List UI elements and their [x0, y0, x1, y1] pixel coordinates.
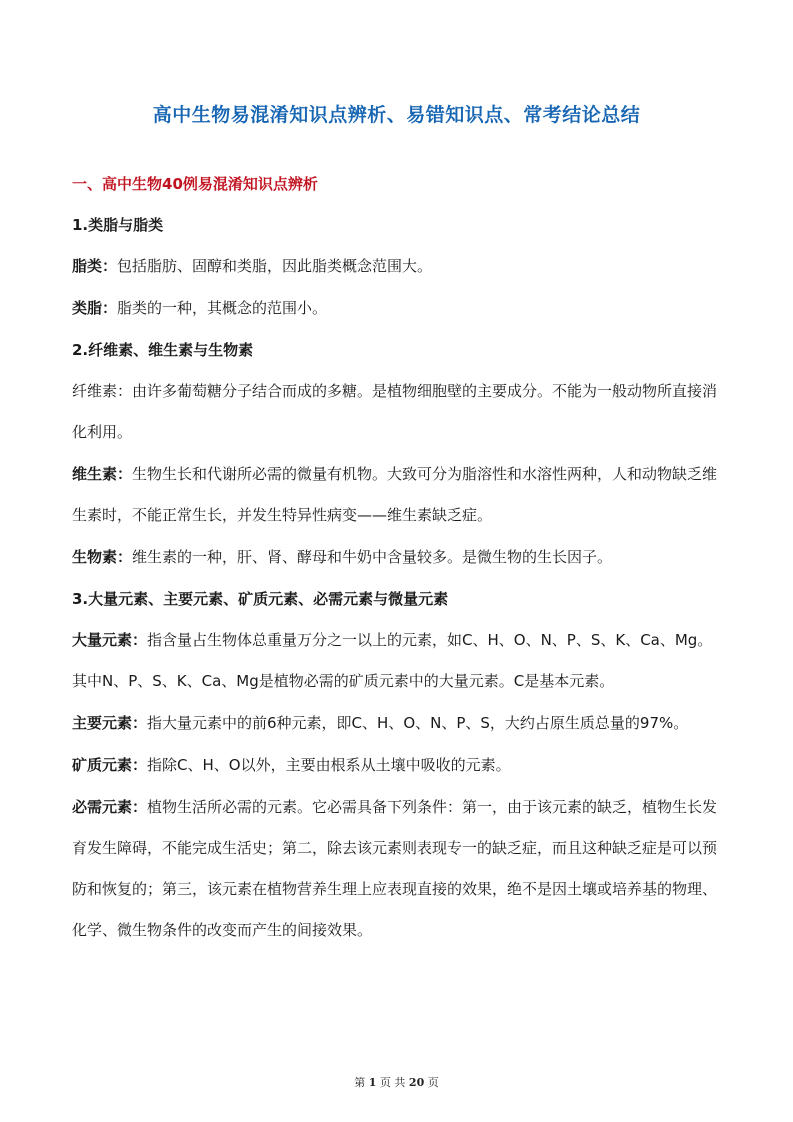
term-label: 生物素：: [72, 548, 133, 566]
paragraph: [72, 787, 722, 960]
term-label: 类脂：: [72, 299, 118, 317]
term-label: 主要元素：: [72, 714, 148, 732]
definition-text: 脂类的一种，其概念的范围小。: [117, 299, 328, 317]
item-heading-2: 2.纤维素、维生素与生物素: [72, 341, 254, 359]
paragraph: [72, 288, 722, 338]
definition-text: 指大量元素中的前6种元素，即C、H、O、N、P、S，大约占原生质总量的97%。: [147, 714, 689, 732]
footer-middle: 页 共: [379, 1076, 406, 1089]
term-label: 脂类：: [72, 257, 118, 275]
definition-text: 纤维素：由许多葡萄糖分子结合而成的多糖。是植物细胞壁的主要成分。不能为一般动物所直接消化利用。: [72, 382, 718, 441]
definition-text: 植物生活所必需的元素。它必需具备下列条件：第一，由于该元素的缺乏，植物生长发育发生障碍，不能完成生活史；第二，除去该元素则表现专一的缺乏症，而且这种缺乏症是可以预防和恢复的；第三，该元素在植物营养生理上应表现直接的效果，绝不是因土壤或培养基的物理、化学、微生物条件的改变而产生的间接效果。: [72, 798, 718, 939]
term-label: 必需元素：: [72, 798, 148, 816]
paragraph: [72, 620, 722, 711]
document-body: [72, 172, 722, 960]
paragraph: [72, 454, 722, 545]
document-title: 高中生物易混淆知识点辨析、易错知识点、常考结论总结: [152, 104, 641, 126]
footer-prefix: 第: [354, 1076, 366, 1089]
definition-text: 指含量占生物体总重量万分之一以上的元素，如C、H、O、N、P、S、K、Ca、Mg。其中N、P、S、K、Ca、Mg是植物必需的矿质元素中的大量元素。C是基本元素。: [72, 631, 713, 690]
paragraph: [72, 537, 722, 587]
term-label: 矿质元素：: [72, 756, 148, 774]
page-number: 1: [368, 1076, 377, 1089]
definition-text: 生物生长和代谢所必需的微量有机物。大致可分为脂溶性和水溶性两种，人和动物缺乏维生素时，不能正常生长，并发生特异性病变——维生素缺乏症。: [72, 465, 718, 524]
section-heading: 一、高中生物40例易混淆知识点辨析: [72, 175, 318, 193]
item-heading-3: 3.大量元素、主要元素、矿质元素、必需元素与微量元素: [72, 590, 449, 608]
term-label: 维生素：: [72, 465, 133, 483]
item-heading-1: 1.类脂与脂类: [72, 216, 164, 234]
term-label: 大量元素：: [72, 631, 148, 649]
definition-text: 指除C、H、O以外，主要由根系从土壤中吸收的元素。: [147, 756, 511, 774]
definition-text: 维生素的一种，肝、肾、酵母和牛奶中含量较多。是微生物的生长因子。: [132, 548, 613, 566]
footer-suffix: 页: [427, 1076, 439, 1089]
paragraph: [72, 371, 722, 462]
page-footer: [0, 1074, 793, 1090]
total-pages: 20: [408, 1076, 425, 1089]
definition-text: 包括脂肪、固醇和类脂，因此脂类概念范围大。: [117, 257, 433, 275]
